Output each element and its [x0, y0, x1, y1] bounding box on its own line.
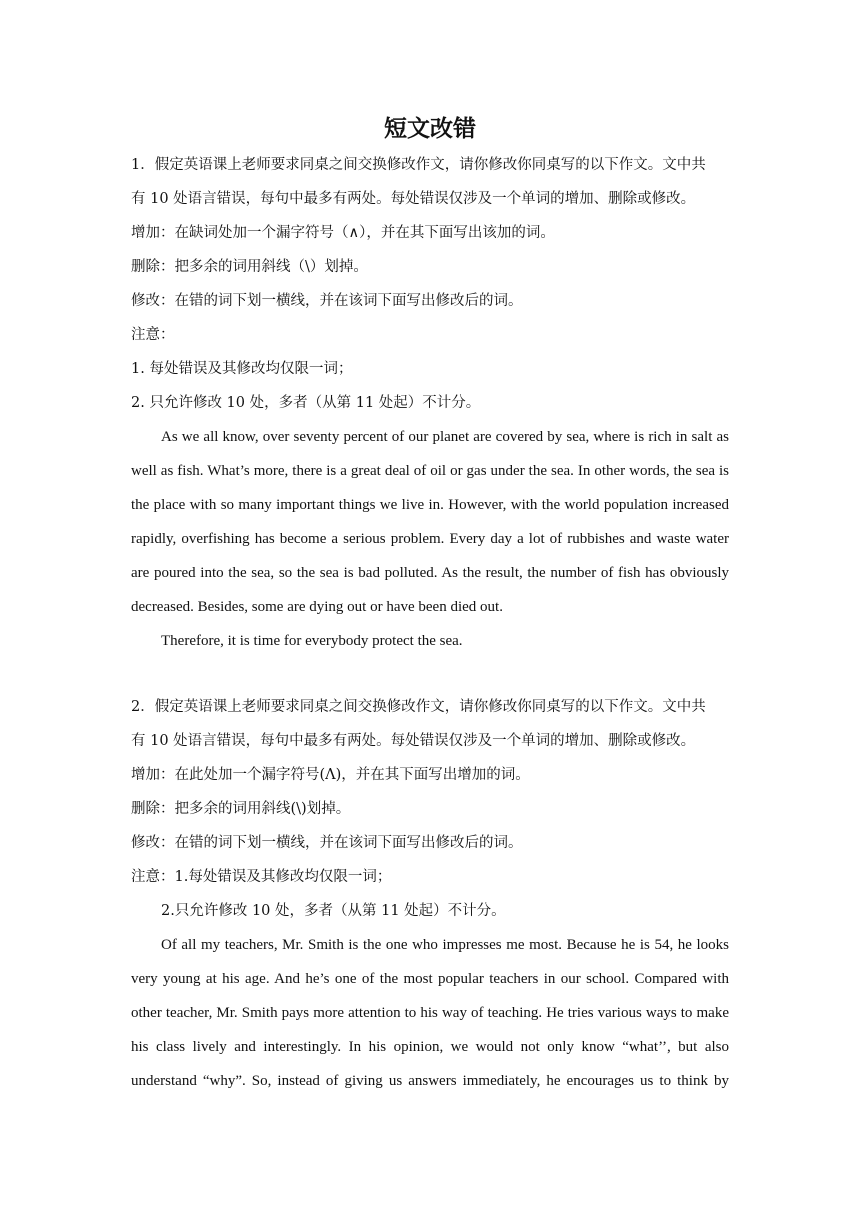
s1-note-2: 2. 只允许修改 10 处，多者（从第 11 处起）不计分。 — [131, 395, 481, 411]
s2-passage-line-5: understand “why”. So, instead of giving us answers immediately, he encourages us to think by — [131, 1073, 729, 1089]
s1-passage-line-6: decreased. Besides, some are dying out or have been died out. — [131, 599, 503, 615]
s2-add-rule: 增加：在此处加一个漏字符号(Λ)，并在其下面写出增加的词。 — [131, 767, 530, 783]
s1-modify-rule: 修改：在错的词下划一横线，并在该词下面写出修改后的词。 — [131, 293, 523, 309]
s1-delete-rule: 删除：把多余的词用斜线（\）划掉。 — [131, 259, 368, 275]
s2-delete-rule: 删除：把多余的词用斜线(\)划掉。 — [131, 801, 351, 817]
s1-note-heading: 注意： — [131, 327, 175, 343]
s1-passage-line-7: Therefore, it is time for everybody protect the sea. — [161, 633, 463, 649]
s2-instruction-line-1: 2．假定英语课上老师要求同桌之间交换修改作文，请你修改你同桌写的以下作文。文中共 — [131, 699, 706, 715]
s2-modify-rule: 修改：在错的词下划一横线，并在该词下面写出修改后的词。 — [131, 835, 523, 851]
s1-instruction-line-1: 1．假定英语课上老师要求同桌之间交换修改作文，请你修改你同桌写的以下作文。文中共 — [131, 157, 706, 173]
s1-instruction-line-2: 有 10 处语言错误，每句中最多有两处。每处错误仅涉及一个单词的增加、删除或修改。 — [131, 191, 696, 207]
s2-passage-line-2: very young at his age. And he’s one of the most popular teachers in our school. Compared with — [131, 971, 729, 987]
s2-note-1: 注意：1.每处错误及其修改均仅限一词； — [131, 869, 392, 885]
s1-passage-line-2: well as fish. What’s more, there is a great deal of oil or gas under the sea. In other words, the sea is — [131, 463, 729, 479]
s1-note-1: 1. 每处错误及其修改均仅限一词； — [131, 361, 353, 377]
page-title: 短文改错 — [384, 115, 476, 142]
s1-passage-line-1: As we all know, over seventy percent of our planet are covered by sea, where is rich in salt as — [161, 429, 729, 445]
s1-passage-line-3: the place with so many important things we live in. However, with the world population increased — [131, 497, 729, 513]
s1-passage-line-5: are poured into the sea, so the sea is bad polluted. As the result, the number of fish has obviously — [131, 565, 729, 581]
s2-note-2: 2.只允许修改 10 处，多者（从第 11 处起）不计分。 — [161, 903, 506, 919]
s2-instruction-line-2: 有 10 处语言错误，每句中最多有两处。每处错误仅涉及一个单词的增加、删除或修改。 — [131, 733, 696, 749]
s2-passage-line-3: other teacher, Mr. Smith pays more attention to his way of teaching. He tries various ways to make — [131, 1005, 729, 1021]
s2-passage-line-1: Of all my teachers, Mr. Smith is the one who impresses me most. Because he is 54, he looks — [161, 937, 729, 953]
s1-passage-line-4: rapidly, overfishing has become a serious problem. Every day a lot of rubbishes and waste water — [131, 531, 729, 547]
s1-add-rule: 增加：在缺词处加一个漏字符号（∧），并在其下面写出该加的词。 — [131, 225, 555, 241]
s2-passage-line-4: his class lively and interestingly. In his opinion, we would not only know “what’’, but also — [131, 1039, 729, 1055]
